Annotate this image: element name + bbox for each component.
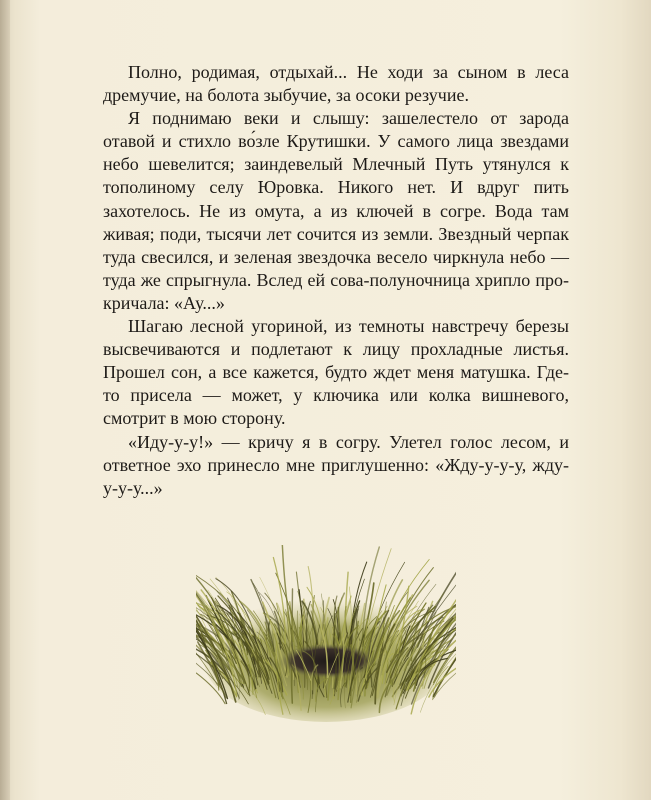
grass-blade bbox=[292, 669, 293, 703]
paragraph-3: Шагаю лесной угориной, из темноты навстречу березы высвечиваются и подлетают к лицу прохладные листья. Прошел сон, а все кажется, будто ждет меня матушка. Где-то присела — может, у ключика или колка вишневого, смотрит в мою сторону. bbox=[103, 316, 569, 429]
grass-spring-illustration bbox=[196, 545, 456, 735]
page-gutter bbox=[0, 0, 10, 800]
paragraph-2: Я поднимаю веки и слышу: зашелестело от зарода отавой и стихло во́зле Крутишки. У самого лица звездами небо шевелится; заиндевелый Млечный Путь утянулся к тополиному селу Юровка. Никого нет. И вдруг пить захотелось. Не из омута, а из ключей в согре. Вода там живая; поди, тысячи лет сочится из земли. Звездный черпак туда свесился, и зеленая звездочка весело чиркнула небо — туда же спрыгнула. Вслед ей сова-полуночница хрипло прокричала: «Ау...» bbox=[103, 108, 569, 313]
paragraph-4: «Иду-у-у!» — кричу я в согру. Улетел голос лесом, и ответное эхо принесло мне приглушенно: «Жду-у-у-у, жду-у-у-у...» bbox=[103, 431, 569, 498]
paragraph-1: Полно, родимая, отдыхай... Не ходи за сыном в леса дремучие, на болота зыбучие, за осоки резучие. bbox=[103, 62, 569, 106]
page-text bbox=[103, 61, 569, 500]
